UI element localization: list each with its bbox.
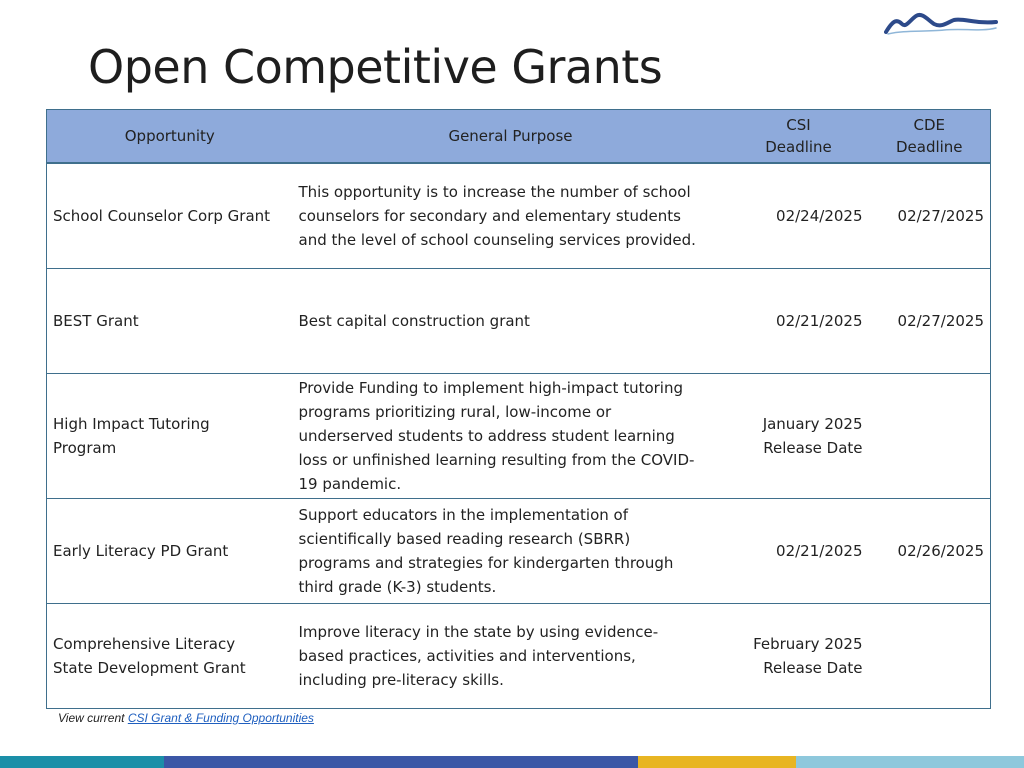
cell-line: BEST Grant [53,311,139,330]
cell-general-purpose [293,373,729,498]
cell-opportunity [47,163,293,268]
header-cde-deadline: CDE Deadline [869,110,991,164]
cell-cde-deadline [869,163,991,268]
cell-general-purpose [293,498,729,603]
cell-line: 19 pandemic. [298,474,402,493]
cell-line: and the level of school counseling services provided. [298,230,696,249]
mountain-logo-icon [884,10,998,36]
cell-csi-deadline [729,373,869,498]
cell-line: programs prioritizing rural, low-income or [298,402,612,421]
cell-cde-deadline [869,498,991,603]
cell-line: 02/24/2025 [776,206,863,225]
table-row [47,603,991,708]
cell-line: School Counselor Corp Grant [53,206,271,225]
cell-cde-deadline [869,373,991,498]
table-row [47,163,991,268]
bar-segment-light [796,756,1024,768]
header-opportunity: Opportunity [47,110,293,164]
cell-line: Best capital construction grant [298,311,530,330]
cell-csi-deadline [729,603,869,708]
cell-general-purpose [293,268,729,373]
bar-segment-teal [0,756,164,768]
cell-line: Early Literacy PD Grant [53,541,229,560]
cell-line: Release Date [763,658,863,677]
cell-line: including pre-literacy skills. [298,670,504,689]
cell-line: Release Date [763,438,863,457]
csi-grant-opportunities-link[interactable]: CSI Grant & Funding Opportunities [127,711,314,725]
cell-line: 02/21/2025 [776,311,863,330]
cell-cde-deadline [869,268,991,373]
table-row [47,373,991,498]
cell-line: High Impact Tutoring [53,414,210,433]
cell-line: 02/27/2025 [897,311,984,330]
cell-csi-deadline [729,163,869,268]
table-row [47,268,991,373]
cell-line: third grade (K-3) students. [298,577,497,596]
cell-line: This opportunity is to increase the number of school [298,182,691,201]
footnote [58,711,314,725]
table-header-row [47,110,991,164]
cell-line: Comprehensive Literacy [53,634,236,653]
cell-opportunity [47,603,293,708]
cell-line: Support educators in the implementation of [298,505,628,524]
cell-line: programs and strategies for kindergarten through [298,553,674,572]
grants-table [46,109,991,709]
cell-line: 02/27/2025 [897,206,984,225]
cell-line: February 2025 [753,634,863,653]
page-title: Open Competitive Grants [88,40,663,94]
cell-opportunity [47,373,293,498]
cell-csi-deadline [729,268,869,373]
cell-line: loss or unfinished learning resulting from the COVID- [298,450,695,469]
cell-line: Provide Funding to implement high-impact tutoring [298,378,683,397]
cell-line: January 2025 [762,414,863,433]
cell-general-purpose [293,603,729,708]
cell-line: counselors for secondary and elementary students [298,206,681,225]
cell-opportunity [47,268,293,373]
bar-segment-gold [638,756,796,768]
cell-line: Improve literacy in the state by using evidence- [298,622,659,641]
cell-line: underserved students to address student learning [298,426,675,445]
cell-line: Program [53,438,117,457]
bottom-color-bar [0,756,1024,768]
cell-csi-deadline [729,498,869,603]
cell-general-purpose [293,163,729,268]
cell-opportunity [47,498,293,603]
header-csi-deadline: CSI Deadline [729,110,869,164]
header-general-purpose: General Purpose [293,110,729,164]
cell-line: State Development Grant [53,658,246,677]
bar-segment-blue [164,756,638,768]
cell-line: scientifically based reading research (SBRR) [298,529,631,548]
cell-line: 02/21/2025 [776,541,863,560]
table-row [47,498,991,603]
footnote-prefix: View current [58,711,128,725]
cell-line: based practices, activities and interventions, [298,646,636,665]
cell-cde-deadline [869,603,991,708]
cell-line: 02/26/2025 [897,541,984,560]
